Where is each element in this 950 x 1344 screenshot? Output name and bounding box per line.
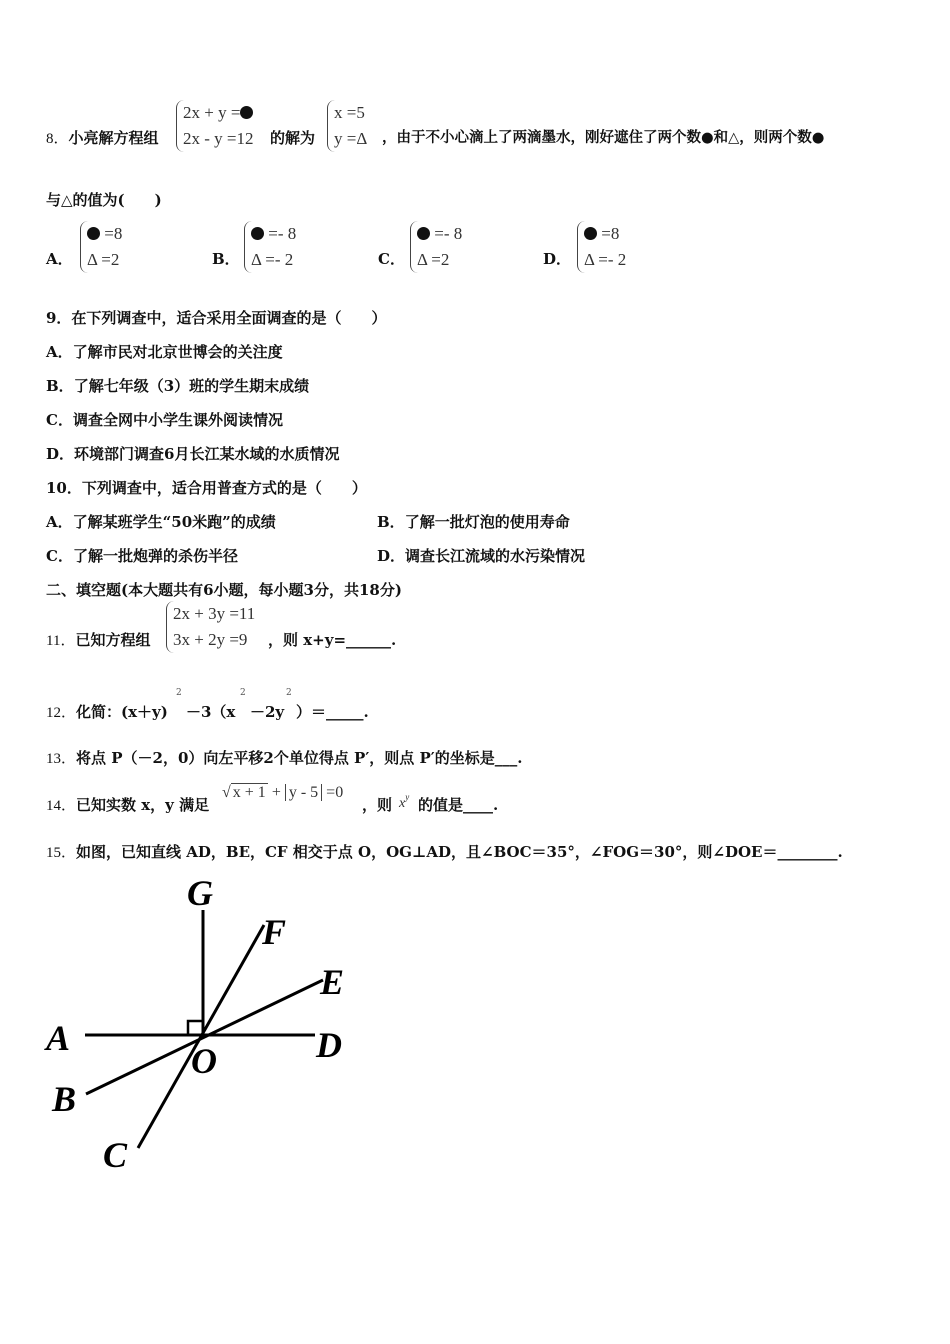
- sqrt-icon: √: [222, 784, 231, 801]
- q8-mid: 的解为: [270, 129, 316, 147]
- q12-part3: －2y: [250, 703, 285, 721]
- q9-option-b[interactable]: B．了解七年级（3）班的学生期末成绩: [46, 377, 310, 395]
- q8-sys1-line1: 2x + y =: [183, 100, 254, 126]
- q14-power: $x^y$: [399, 792, 410, 811]
- ink-dot-icon: [240, 106, 253, 119]
- q8-sys2-line2: y =Δ: [334, 129, 368, 148]
- q12-line: 12．化简：(x＋y): [46, 703, 168, 721]
- q12-part4: ）＝_____.: [296, 703, 369, 721]
- q8-sys2-line1: x =5: [334, 103, 365, 122]
- q14-radicand: x + 1: [232, 784, 266, 801]
- q9-title: 9．在下列调查中，适合采用全面调查的是（ ）: [46, 309, 387, 327]
- q14-tail: 的值是____.: [418, 796, 499, 814]
- label-a: A: [46, 1018, 71, 1058]
- q8-line2: 与△的值为( ): [46, 191, 162, 209]
- q8-option-d-label[interactable]: D．: [543, 250, 572, 268]
- q11-tail: ，则 x+y=______.: [268, 631, 397, 649]
- q14-equation: √ x + 1 + y - 5 =0: [222, 784, 344, 801]
- label-o: O: [191, 1041, 217, 1081]
- q8-option-d[interactable]: =8 Δ =- 2: [577, 221, 626, 273]
- label-g: G: [187, 873, 213, 913]
- q8-option-a-label[interactable]: A．: [46, 250, 73, 268]
- q10-option-c[interactable]: C．了解一批炮弹的杀伤半径: [46, 547, 238, 565]
- label-c: C: [103, 1135, 128, 1175]
- geometry-figure: [40, 870, 370, 1180]
- q13-line: 13．将点 P（－2，0）向左平移2个单位得点 P′，则点 P′的坐标是___.: [46, 749, 523, 767]
- q10-option-d[interactable]: D．调查长江流域的水污染情况: [377, 547, 586, 565]
- q8-lead: 小亮解方程组: [68, 129, 159, 147]
- right-angle-icon: [188, 1021, 203, 1035]
- q8-tail: ，由于不小心滴上了两滴墨水，刚好遮住了两个数●和△，则两个数●: [382, 129, 825, 146]
- label-d: D: [316, 1025, 342, 1065]
- q8-option-b-label[interactable]: B．: [212, 250, 240, 268]
- q12-exponent-1: 2: [176, 688, 182, 698]
- label-b: B: [52, 1079, 77, 1119]
- q12-part2: －3（x: [186, 703, 236, 721]
- q8-option-b[interactable]: =- 8 Δ =- 2: [244, 221, 296, 273]
- q8-option-c[interactable]: =- 8 Δ =2: [410, 221, 462, 273]
- q14-lead: 14．已知实数 x，y 满足: [46, 796, 210, 814]
- ink-dot-icon: [87, 227, 100, 240]
- q9-option-d[interactable]: D．环境部门调查6月长江某水域的水质情况: [46, 445, 340, 463]
- q14-mid: ，则: [362, 796, 393, 814]
- ink-dot-icon: [251, 227, 264, 240]
- q9-option-a[interactable]: A．了解市民对北京世博会的关注度: [46, 343, 283, 361]
- q10-option-a[interactable]: A．了解某班学生“50米跑”的成绩: [46, 513, 276, 531]
- q14-absolute: y - 5: [285, 784, 322, 801]
- q8-system-2: [327, 100, 367, 152]
- q8-sys1-line2: 2x - y =12: [183, 129, 254, 148]
- q11-lead: 11．已知方程组: [46, 631, 151, 649]
- q11-system: 2x + 3y =11 3x + 2y =9: [166, 601, 255, 653]
- q12-exponent-2: 2: [240, 688, 246, 698]
- q8-option-c-label[interactable]: C．: [378, 250, 405, 268]
- label-e: E: [320, 962, 345, 1002]
- q10-option-b[interactable]: B．了解一批灯泡的使用寿命: [377, 513, 570, 531]
- q8-system-1: [176, 100, 254, 152]
- ink-dot-icon: [584, 227, 597, 240]
- section-2-heading: 二、填空题(本大题共有6小题，每小题3分，共18分): [46, 581, 402, 599]
- q8-line1: [46, 128, 159, 149]
- q12-exponent-3: 2: [286, 688, 292, 698]
- ink-dot-icon: [417, 227, 430, 240]
- q9-option-c[interactable]: C．调查全网中小学生课外阅读情况: [46, 411, 283, 429]
- label-f: F: [262, 912, 287, 952]
- q8-option-a[interactable]: =8 Δ =2: [80, 221, 122, 273]
- q10-title: 10．下列调查中，适合用普查方式的是（ ）: [46, 479, 367, 497]
- q15-line: 15．如图，已知直线 AD，BE，CF 相交于点 O，OG⊥AD，且∠BOC＝35°，∠FOG＝30°，则∠DOE＝________.: [46, 843, 843, 861]
- q8-number: 8．: [46, 131, 69, 147]
